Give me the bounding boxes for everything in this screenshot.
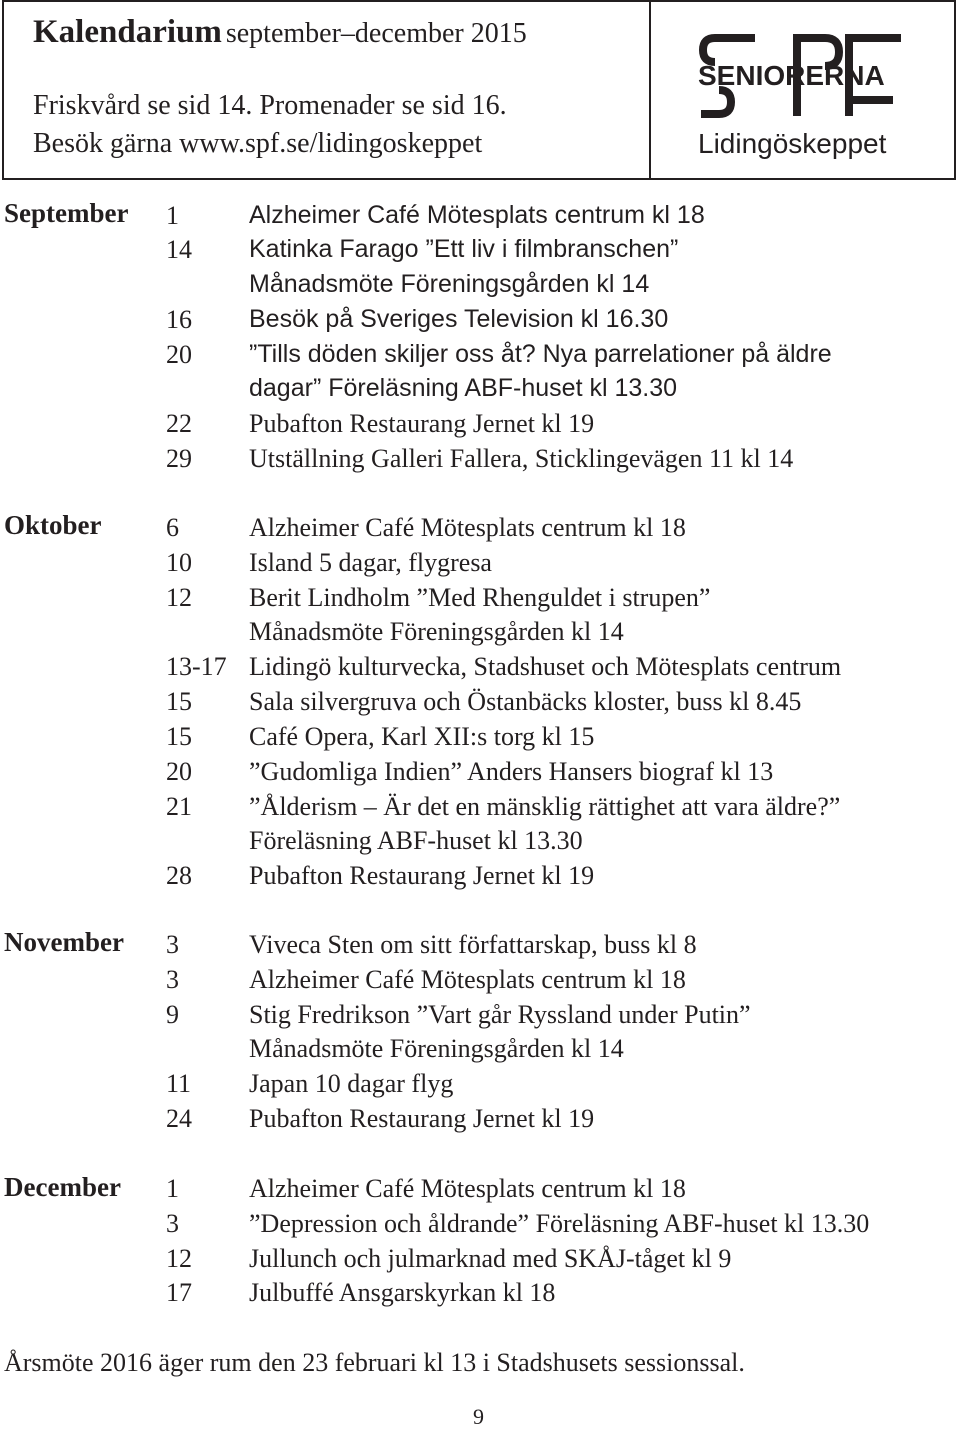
event-day: 1 xyxy=(166,201,179,230)
event-text: ”Ålderism – Är det en mänsklig rättighet att vara äldre?” xyxy=(249,792,841,821)
event-day: 13-17 xyxy=(166,652,227,681)
event-day: 6 xyxy=(166,513,179,542)
event-text: Månadsmöte Föreningsgården kl 14 xyxy=(249,270,650,298)
event-text: Japan 10 dagar flyg xyxy=(249,1069,454,1098)
event-text: Pubafton Restaurang Jernet kl 19 xyxy=(249,409,595,438)
event-day: 1 xyxy=(166,1174,179,1203)
month-september: September xyxy=(4,198,129,228)
event-day: 12 xyxy=(166,1244,192,1273)
event-text: Besök på Sveriges Television kl 16.30 xyxy=(249,305,669,333)
title-main: Kalendarium xyxy=(33,14,222,50)
event-day: 15 xyxy=(166,722,192,751)
event-text: Island 5 dagar, flygresa xyxy=(249,548,492,577)
spf-logo xyxy=(697,28,903,120)
month-oktober: Oktober xyxy=(4,510,102,540)
event-text: Sala silvergruva och Östanbäcks kloster, buss kl 8.45 xyxy=(249,687,802,716)
event-day: 11 xyxy=(166,1069,192,1098)
event-text: dagar” Föreläsning ABF-huset kl 13.30 xyxy=(249,374,678,402)
event-text: ”Tills döden skiljer oss åt? Nya parrelationer på äldre xyxy=(249,340,832,368)
org-name: Lidingöskeppet xyxy=(698,128,887,159)
event-text: Julbuffé Ansgarskyrkan kl 18 xyxy=(249,1278,556,1307)
event-text: ”Depression och åldrande” Föreläsning ABF-huset kl 13.30 xyxy=(249,1209,870,1238)
event-day: 22 xyxy=(166,409,192,438)
event-text: Lidingö kulturvecka, Stadshuset och Mötesplats centrum xyxy=(249,652,842,681)
page-title xyxy=(33,14,527,51)
intro-line-2: Besök gärna www.spf.se/lidingoskeppet xyxy=(33,128,483,159)
page-number: 9 xyxy=(473,1404,484,1429)
event-day: 10 xyxy=(166,548,192,577)
logo-wordmark: SENIORERNA xyxy=(698,60,885,91)
event-day: 12 xyxy=(166,583,192,612)
event-text: Katinka Farago ”Ett liv i filmbranschen” xyxy=(249,235,679,263)
event-day: 24 xyxy=(166,1104,192,1133)
event-day: 3 xyxy=(166,1209,179,1238)
event-day: 20 xyxy=(166,340,192,369)
event-day: 20 xyxy=(166,757,192,786)
event-text: Alzheimer Café Mötesplats centrum kl 18 xyxy=(249,513,686,542)
event-text: Viveca Sten om sitt författarskap, buss kl 8 xyxy=(249,930,697,959)
event-day: 3 xyxy=(166,965,179,994)
event-text: Månadsmöte Föreningsgården kl 14 xyxy=(249,617,624,646)
event-day: 17 xyxy=(166,1278,192,1307)
event-text: Utställning Galleri Fallera, Sticklingevägen 11 kl 14 xyxy=(249,444,794,473)
event-day: 29 xyxy=(166,444,192,473)
event-text: ”Gudomliga Indien” Anders Hansers biograf kl 13 xyxy=(249,757,774,786)
event-day: 3 xyxy=(166,930,179,959)
event-day: 14 xyxy=(166,235,192,264)
event-day: 21 xyxy=(166,792,192,821)
event-text: Månadsmöte Föreningsgården kl 14 xyxy=(249,1034,624,1063)
event-text: Alzheimer Café Mötesplats centrum kl 18 xyxy=(249,965,686,994)
intro-line-1: Friskvård se sid 14. Promenader se sid 16. xyxy=(33,90,507,121)
event-text: Berit Lindholm ”Med Rhenguldet i strupen” xyxy=(249,583,711,612)
event-text: Pubafton Restaurang Jernet kl 19 xyxy=(249,861,595,890)
event-day: 28 xyxy=(166,861,192,890)
event-text: Café Opera, Karl XII:s torg kl 15 xyxy=(249,722,595,751)
header-divider xyxy=(649,2,651,178)
event-text: Alzheimer Café Mötesplats centrum kl 18 xyxy=(249,201,705,229)
event-day: 9 xyxy=(166,1000,179,1029)
event-day: 15 xyxy=(166,687,192,716)
month-november: November xyxy=(4,927,124,957)
event-text: Jullunch och julmarknad med SKÅJ-tåget kl 9 xyxy=(249,1244,732,1273)
annual-meeting-note: Årsmöte 2016 äger rum den 23 februari kl 13 i Stadshusets sessionssal. xyxy=(4,1348,745,1377)
event-text: Föreläsning ABF-huset kl 13.30 xyxy=(249,826,583,855)
title-period: september–december 2015 xyxy=(225,18,527,49)
month-december: December xyxy=(4,1172,121,1202)
event-text: Stig Fredrikson ”Vart går Ryssland under Putin” xyxy=(249,1000,751,1029)
event-day: 16 xyxy=(166,305,192,334)
event-text: Pubafton Restaurang Jernet kl 19 xyxy=(249,1104,595,1133)
event-text: Alzheimer Café Mötesplats centrum kl 18 xyxy=(249,1174,686,1203)
